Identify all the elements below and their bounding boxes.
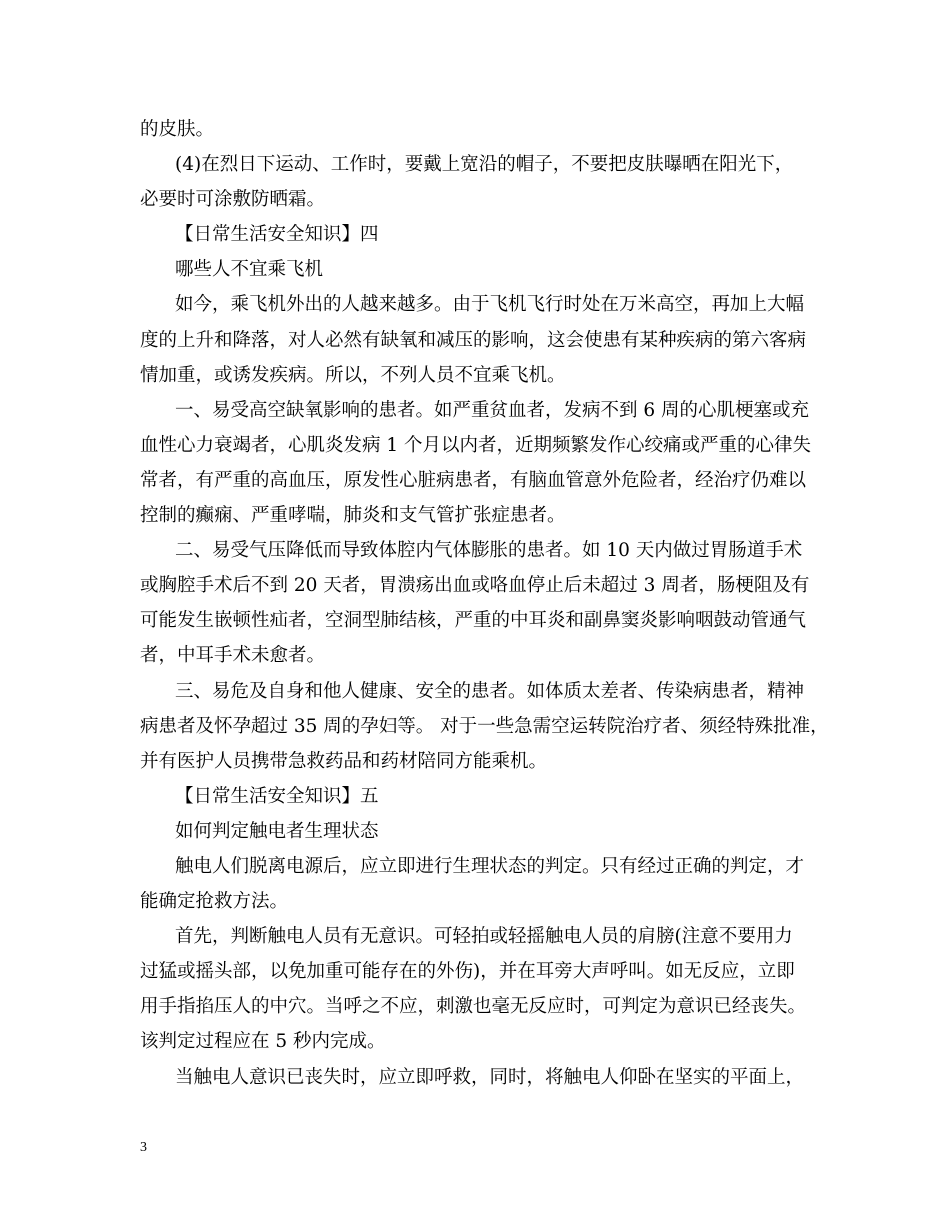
text-line: 可能发生嵌顿性疝者，空洞型肺结核，严重的中耳炎和副鼻窦炎影响咽鼓动管通气 — [140, 610, 807, 632]
text-line: 触电人们脱离电源后，应立即进行生理状态的判定。只有经过正确的判定，才 — [175, 855, 805, 877]
text-line: 三、易危及自身和他人健康、安全的患者。如体质太差者、传染病患者，精神 — [175, 680, 805, 702]
page-number: 3 — [140, 1140, 147, 1155]
text-line: 控制的癫痫、严重哮喘，肺炎和支气管扩张症患者。 — [140, 505, 566, 527]
text-line: 情加重，或诱发疾病。所以，不列人员不宜乘飞机。 — [140, 364, 566, 386]
text-line: 能确定抢救方法。 — [140, 891, 289, 913]
text-line: 过猛或摇头部，以免加重可能存在的外伤)，并在耳旁大声呼叫。如无反应，立即 — [140, 961, 795, 983]
text-line: 的皮肤。 — [140, 119, 215, 140]
text-line: 度的上升和降落，对人必然有缺氧和减压的影响，这会使患有某种疾病的第六客病 — [140, 329, 807, 351]
text-line: 如今，乘飞机外出的人越来越多。由于飞机飞行时处在万米高空，再加上大幅 — [175, 294, 805, 316]
text-line: 血性心力衰竭者，心肌炎发病 1 个月以内者，近期频繁发作心绞痛或严重的心律失 — [140, 434, 812, 456]
text-line: 病患者及怀孕超过 35 周的孕妇等。 对于一些急需空运转院治疗者、须经特殊批准， — [140, 715, 829, 737]
text-line: 一、易受高空缺氧影响的患者。如严重贫血者，发病不到 6 周的心肌梗塞或充 — [175, 399, 810, 421]
text-line: 哪些人不宜乘飞机 — [175, 259, 324, 281]
text-line: 用手指掐压人的中穴。当呼之不应，刺激也毫无反应时，可判定为意识已经丧失。 — [140, 996, 807, 1018]
text-line: 【日常生活安全知识】四 — [175, 224, 379, 246]
text-line: 首先，判断触电人员有无意识。可轻拍或轻摇触电人员的肩膀(注意不要用力 — [175, 926, 793, 948]
text-line: 如何判定触电者生理状态 — [175, 820, 379, 842]
text-line: 者，中耳手术未愈者。 — [140, 645, 326, 667]
text-line: 常者，有严重的高血压，原发性心脏病患者，有脑血管意外危险者，经治疗仍难以 — [140, 469, 807, 491]
text-line: 或胸腔手术后不到 20 天者，胃溃疡出血或咯血停止后未超过 3 周者，肠梗阻及有 — [140, 575, 810, 597]
text-line: 该判定过程应在 5 秒内完成。 — [140, 1031, 386, 1053]
text-line: (4)在烈日下运动、工作时，要戴上宽沿的帽子，不要把皮肤曝晒在阳光下， — [175, 154, 794, 176]
text-line: 当触电人意识已丧失时，应立即呼救，同时，将触电人仰卧在坚实的平面上， — [175, 1066, 805, 1088]
document-body — [140, 112, 830, 1095]
text-line: 二、易受气压降低而导致体腔内气体膨胀的患者。如 10 天内做过胃肠道手术 — [175, 540, 803, 562]
text-line: 并有医护人员携带急救药品和药材陪同方能乘机。 — [140, 750, 548, 772]
text-line: 必要时可涂敷防晒霜。 — [140, 189, 326, 211]
text-line: 【日常生活安全知识】五 — [175, 785, 379, 807]
